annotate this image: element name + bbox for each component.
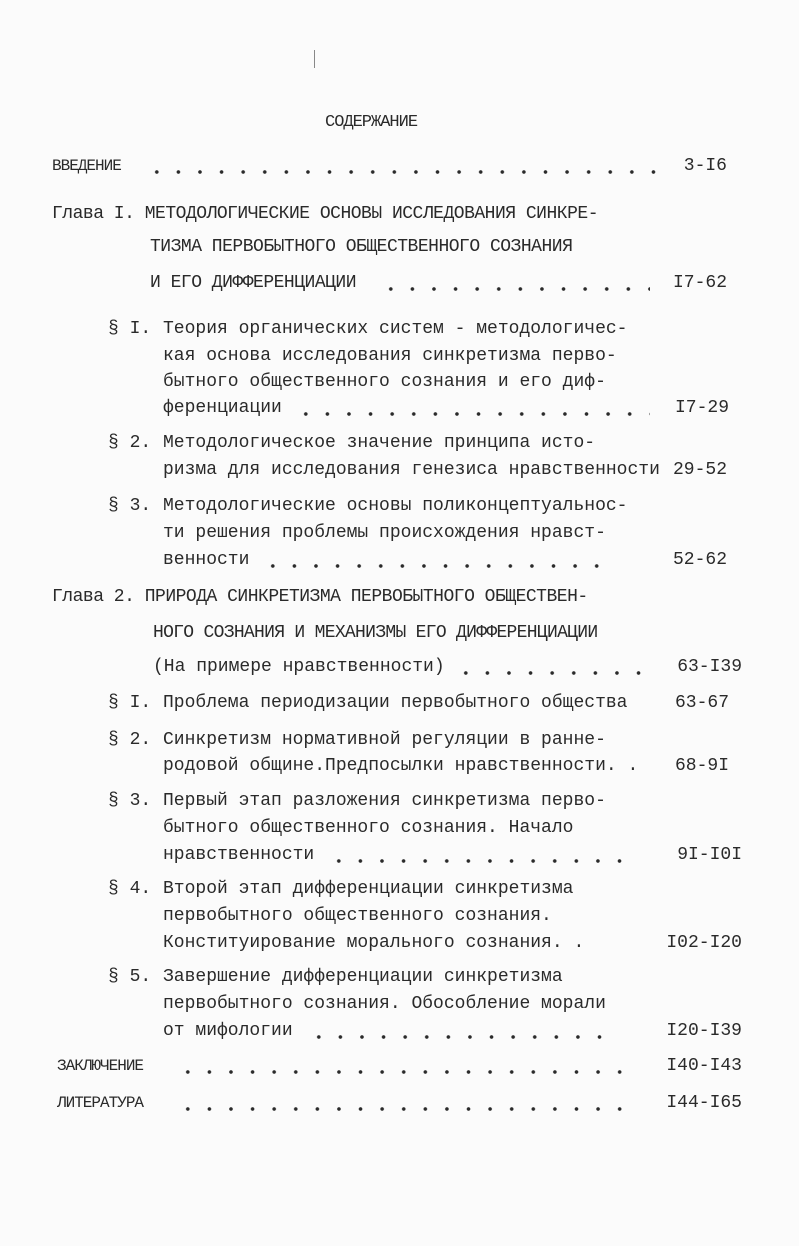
section-number: § 2.: [108, 730, 152, 750]
section-pages: I7-29: [674, 398, 729, 418]
toc-literature-label: ЛИТЕРАТУРА: [57, 1094, 144, 1112]
section-number: § I.: [108, 693, 152, 713]
dot-leader: [146, 169, 666, 175]
toc-intro-pages: 3-I6: [683, 156, 727, 176]
section-line: Синкретизм нормативной регуляции в ранне-: [163, 730, 606, 750]
dot-leader: [177, 1069, 622, 1075]
section-number: § 4.: [108, 879, 152, 899]
dot-leader: [177, 1106, 622, 1112]
toc-conclusion-label: ЗАКЛЮЧЕНИЕ: [57, 1057, 144, 1075]
scan-mark: [314, 50, 315, 68]
section-line: Проблема периодизации первобытного общества: [163, 693, 628, 713]
dot-leader: [455, 670, 645, 676]
dot-leader: [308, 1034, 608, 1040]
section-line: Методологические основы поликонцептуальнос-: [163, 496, 628, 516]
chapter2-title-line: НОГО СОЗНАНИЯ И МЕХАНИЗМЫ ЕГО ДИФФЕРЕНЦИАЦИИ: [153, 623, 598, 643]
section-line: от мифологии: [163, 1021, 293, 1041]
section-line: Конституирование морального сознания. .: [163, 933, 585, 953]
section-line: родовой общине.Предпосылки нравственности. .: [163, 756, 639, 776]
section-line: бытного общественного сознания и его диф-: [163, 372, 606, 392]
section-line: Теория органических систем - методологичес-: [163, 319, 628, 339]
chapter1-title-line: Глава I. МЕТОДОЛОГИЧЕСКИЕ ОСНОВЫ ИССЛЕДОВАНИЯ СИНКРЕ-: [52, 204, 598, 224]
section-pages: 63-67: [674, 693, 729, 713]
section-number: § 3.: [108, 496, 152, 516]
section-line: бытного общественного сознания. Начало: [163, 818, 574, 838]
chapter2-pages: 63-I39: [677, 657, 742, 677]
toc-conclusion-pages: I40-I43: [666, 1056, 742, 1076]
dot-leader: [328, 858, 623, 864]
toc-intro-label: ВВЕДЕНИЕ: [52, 157, 121, 175]
chapter2-title-line: (На примере нравственности): [153, 657, 445, 677]
section-pages: 29-52: [672, 460, 727, 480]
toc-literature-pages: I44-I65: [666, 1093, 742, 1113]
dot-leader: [262, 563, 607, 569]
section-pages: I20-I39: [666, 1021, 742, 1041]
section-line: кая основа исследования синкретизма перво-: [163, 346, 617, 366]
section-number: § 5.: [108, 967, 152, 987]
chapter1-title-line: И ЕГО ДИФФЕРЕНЦИАЦИИ: [150, 273, 357, 293]
section-pages: I02-I20: [666, 933, 742, 953]
section-line: Методологическое значение принципа исто-: [163, 433, 596, 453]
section-line: Второй этап дифференциации синкретизма: [163, 879, 574, 899]
section-line: Первый этап разложения синкретизма перво-: [163, 791, 606, 811]
section-line: первобытного сознания. Обособление морали: [163, 994, 606, 1014]
section-pages: 68-9I: [674, 756, 729, 776]
section-line: Завершение дифференциации синкретизма: [163, 967, 563, 987]
chapter2-title-line: Глава 2. ПРИРОДА СИНКРЕТИЗМА ПЕРВОБЫТНОГО ОБЩЕСТВЕН-: [52, 587, 588, 607]
section-line: ризма для исследования генезиса нравственности: [163, 460, 660, 480]
section-line: ти решения проблемы происхождения нравст-: [163, 523, 606, 543]
section-line: первобытного общественного сознания.: [163, 906, 552, 926]
chapter1-pages: I7-62: [672, 273, 727, 293]
section-pages: 52-62: [672, 550, 727, 570]
section-line: венности: [163, 550, 250, 570]
chapter1-title-line: ТИЗМА ПЕРВОБЫТНОГО ОБЩЕСТВЕННОГО СОЗНАНИЯ: [150, 237, 573, 257]
section-line: ференциации: [163, 398, 282, 418]
section-number: § 3.: [108, 791, 152, 811]
page-title: СОДЕРЖАНИЕ: [325, 113, 418, 132]
section-number: § 2.: [108, 433, 152, 453]
dot-leader: [295, 411, 650, 417]
section-number: § I.: [108, 319, 152, 339]
section-pages: 9I-I0I: [677, 845, 742, 865]
dot-leader: [380, 286, 650, 292]
section-line: нравственности: [163, 845, 315, 865]
